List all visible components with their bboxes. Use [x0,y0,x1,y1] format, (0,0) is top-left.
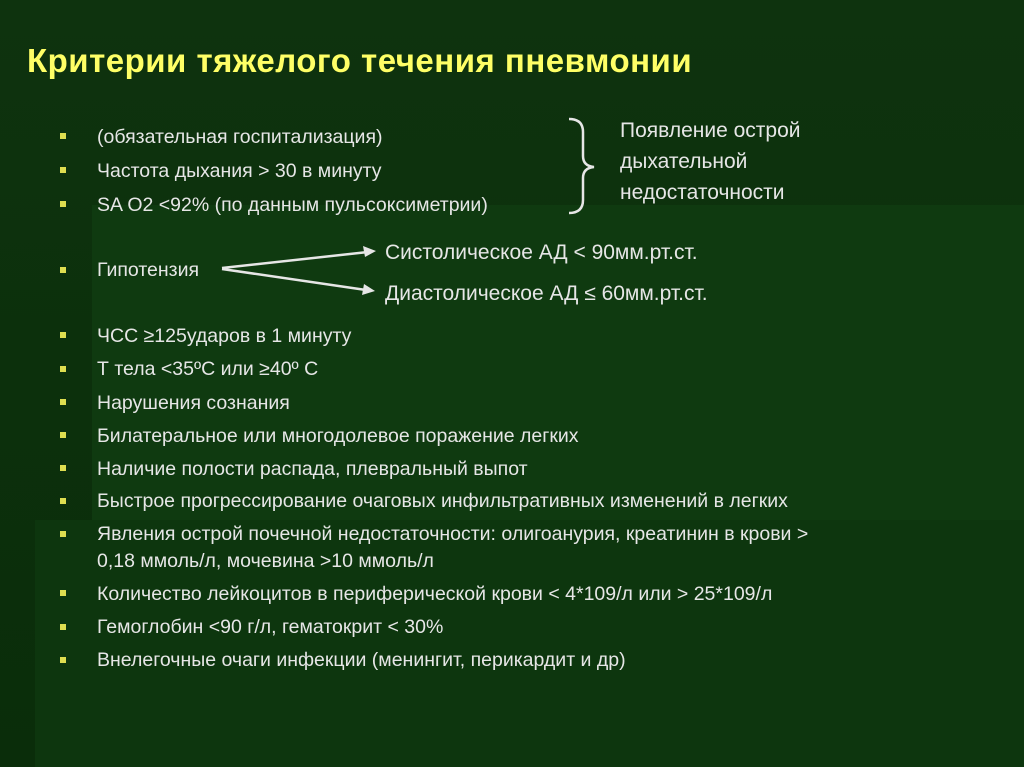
list-item: Явления острой почечной недостаточности: олигоанурия, креатинин в крови > [97,523,809,545]
bullet-icon [60,590,66,596]
list-item: (обязательная госпитализация) [97,126,383,148]
list-item: Нарушения сознания [97,392,290,414]
arrow-diastolic-icon [222,269,366,290]
list-item: SA O2 <92% (по данным пульсоксиметрии) [97,194,488,216]
arrow-systolic-icon [222,252,368,268]
slide-title: Критерии тяжелого течения пневмонии [27,42,693,79]
bullet-icon [60,624,66,630]
list-item: Наличие полости распада, плевральный выпот [97,458,528,480]
bracket-note-line: недостаточности [620,181,785,204]
bullet-icon [60,366,66,372]
list-item: Гемоглобин <90 г/л, гематокрит < 30% [97,616,444,638]
list-item: Частота дыхания > 30 в минуту [97,160,382,182]
bullet-icon [60,657,66,663]
bracket-note-line: Появление острой [620,119,801,142]
bullet-icon [60,432,66,438]
curly-brace-icon [569,119,594,213]
bullet-icon [60,498,66,504]
bracket-note-line: дыхательной [620,150,748,173]
list-item: Внелегочные очаги инфекции (менингит, перикардит и др) [97,649,626,671]
list-item: Количество лейкоцитов в периферической крови < 4*109/л или > 25*109/л [97,583,773,605]
list-item: Быстрое прогрессирование очаговых инфильтративных изменений в легких [97,490,788,512]
list-item: ЧСС ≥125ударов в 1 минуту [97,325,352,347]
bullet-icon [60,332,66,338]
hypotension-label: Гипотензия [97,259,200,281]
bullet-icon [60,465,66,471]
diastolic-text: Диастолическое АД ≤ 60мм.рт.ст. [385,282,708,305]
list-item-continuation: 0,18 ммоль/л, мочевина >10 ммоль/л [97,550,434,572]
systolic-text: Систолическое АД < 90мм.рт.ст. [385,241,698,264]
bullet-icon [60,531,66,537]
list-item: Т тела <35ºС или ≥40º С [97,358,319,380]
bullet-icon [60,399,66,405]
list-item: Билатеральное или многодолевое поражение легких [97,425,579,447]
